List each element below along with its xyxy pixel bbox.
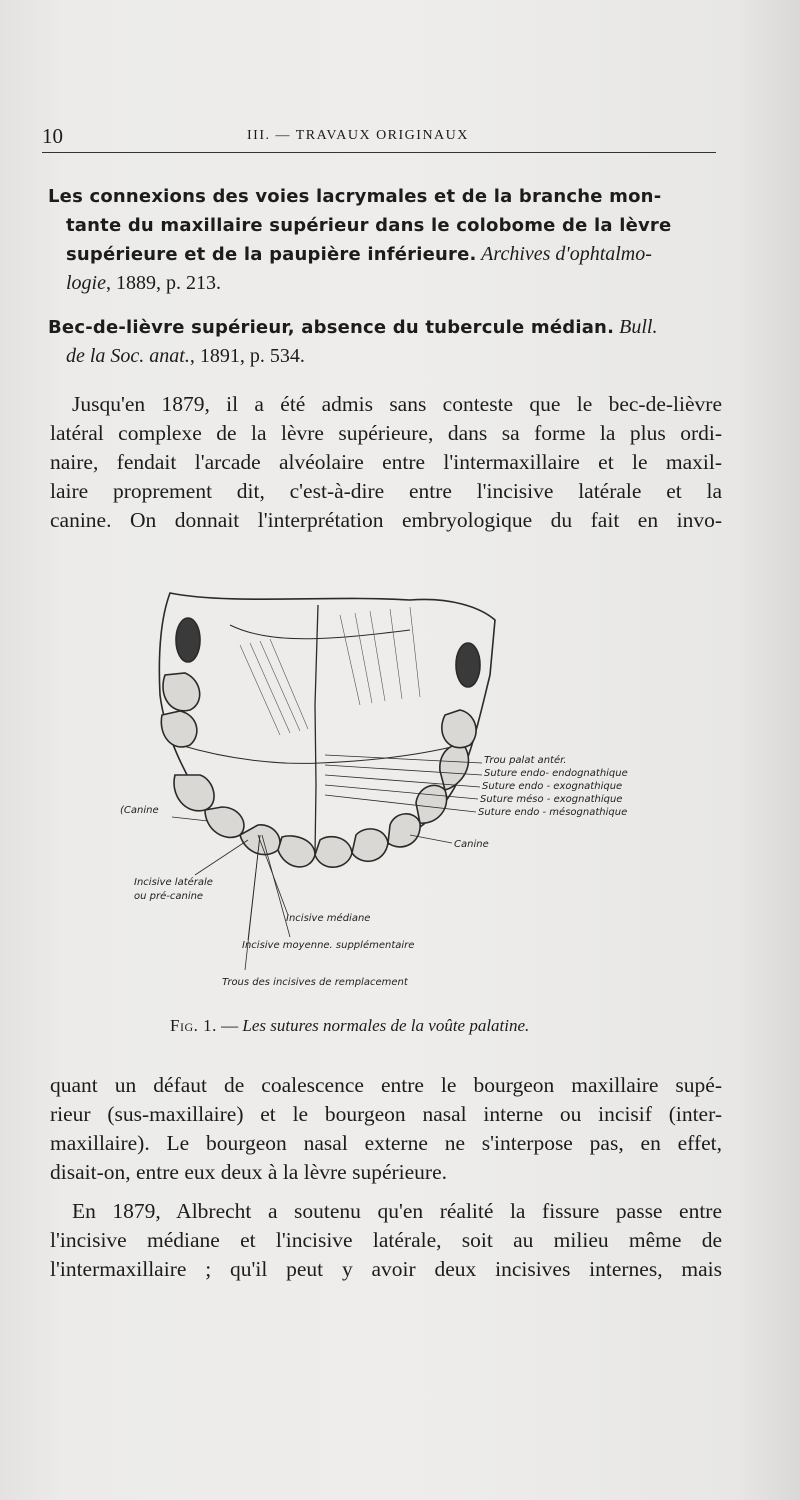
- text-line: quant un défaut de coalescence entre le bourgeon maxillaire supé-: [50, 1073, 722, 1097]
- text-line: En 1879, Albrecht a soutenu qu'en réalité la fissure passe entre: [72, 1199, 722, 1223]
- text-line: disait-on, entre eux deux à la lèvre supérieure.: [50, 1160, 447, 1184]
- palate-figure: [110, 585, 670, 1015]
- text-line: maxillaire). Le bourgeon nasal externe ne s'interpose pas, en effet,: [50, 1131, 722, 1155]
- running-head: III. — TRAVAUX ORIGINAUX: [247, 128, 469, 143]
- running-header: [42, 122, 716, 153]
- figure-caption: [170, 1016, 529, 1036]
- tooth: [278, 836, 315, 867]
- label-incisive-laterale: Incisive latérale: [134, 877, 213, 888]
- paragraph-albrecht: [50, 1197, 722, 1284]
- reference-line: logie, 1889, p. 213.: [66, 272, 221, 294]
- text-line: Jusqu'en 1879, il a été admis sans conteste que le bec-de-lièvre: [72, 392, 722, 416]
- opening-right: [456, 643, 480, 687]
- label-canine-right: Canine: [454, 839, 489, 850]
- label-pre-canine: ou pré-canine: [134, 891, 204, 902]
- label-trous-incisives: Trous des incisives de remplacement: [222, 977, 408, 988]
- text-line: l'intermaxillaire ; qu'il peut y avoir deux incisives internes, mais: [50, 1257, 722, 1281]
- tooth: [174, 775, 214, 811]
- palate-illustration: [110, 585, 670, 1015]
- opening-left: [176, 618, 200, 662]
- reference-line: Les connexions des voies lacrymales et de la branche mon-: [48, 186, 662, 207]
- tooth: [315, 837, 352, 868]
- reference-line: de la Soc. anat., 1891, p. 534.: [66, 345, 305, 367]
- tooth: [440, 745, 469, 790]
- text-line: l'incisive médiane et l'incisive latérale, soit au milieu même de: [50, 1228, 722, 1252]
- label-suture-endo-meso: Suture endo - mésognathique: [478, 807, 628, 818]
- tooth: [205, 807, 244, 837]
- tooth: [163, 673, 200, 711]
- text-line: canine. On donnait l'interprétation embryologique du fait en invo-: [50, 508, 722, 532]
- tooth: [161, 711, 197, 747]
- label-suture-endo-endo: Suture endo- endognathique: [484, 768, 628, 779]
- transverse-suture: [230, 625, 410, 639]
- page-number: 10: [42, 124, 63, 148]
- reference-line: tante du maxillaire supérieur dans le colobome de la lèvre: [66, 215, 672, 236]
- reference-lacrymales: [48, 182, 728, 298]
- text-line: laire proprement dit, c'est-à-dire entre l'incisive latérale et la: [50, 479, 722, 503]
- text-line: latéral complexe de la lèvre supérieure, dans sa forme la plus ordi-: [50, 421, 722, 445]
- tooth: [352, 829, 388, 861]
- reference-line: supérieure et de la paupière inférieure. Archives d'ophtalmo-: [66, 243, 652, 265]
- text-line: naire, fendait l'arcade alvéolaire entre l'intermaxillaire et le maxil-: [50, 450, 722, 474]
- hatching: [240, 607, 420, 735]
- label-trou-palat: Trou palat antér.: [484, 755, 567, 766]
- label-canine-left: (Canine: [120, 805, 159, 816]
- transverse-suture: [180, 745, 460, 763]
- tooth: [442, 710, 476, 748]
- figure-number: Fig. 1.: [170, 1016, 217, 1035]
- text-line: rieur (sus-maxillaire) et le bourgeon nasal interne ou incisif (inter-: [50, 1102, 722, 1126]
- caption-text: Les sutures normales de la voûte palatine.: [242, 1016, 530, 1035]
- tooth: [388, 814, 420, 847]
- reference-bec-de-lievre: [48, 313, 728, 371]
- label-suture-meso-exo: Suture méso - exognathique: [480, 794, 623, 805]
- paragraph-quant: [50, 1071, 722, 1187]
- midline-suture: [315, 605, 318, 855]
- tooth: [416, 785, 447, 823]
- reference-line: Bec-de-lièvre supérieur, absence du tubercule médian. Bull.: [48, 316, 658, 338]
- label-incisive-moyenne: Incisive moyenne. supplémentaire: [242, 940, 415, 951]
- label-suture-endo-exo: Suture endo - exognathique: [482, 781, 623, 792]
- paragraph-jusquen: [50, 390, 722, 535]
- caption-dash: —: [216, 1016, 243, 1035]
- label-incisive-mediane: Incisive médiane: [286, 913, 371, 924]
